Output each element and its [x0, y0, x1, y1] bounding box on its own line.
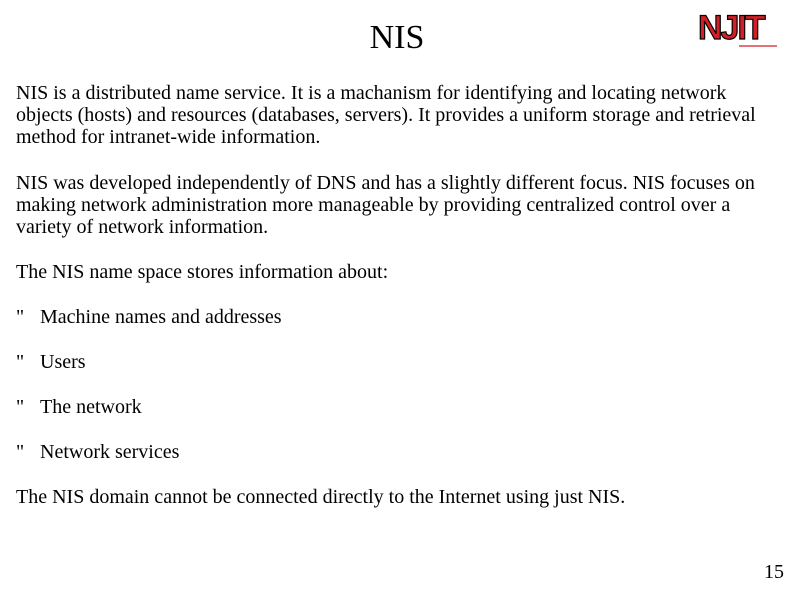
list-item-text: The network: [40, 396, 142, 418]
paragraph-nis-vs-dns: NIS was developed independently of DNS and has a slightly different focus. NIS focuses on making network administration more manageable by providing centralized control over a variety of network information.: [16, 172, 755, 238]
list-item-text: Machine names and addresses: [40, 306, 282, 328]
logo-text: NJIT: [698, 9, 764, 47]
paragraph-name-space-intro: The NIS name space stores information about:: [16, 261, 389, 283]
paragraph-closing: The NIS domain cannot be connected directly to the Internet using just NIS.: [16, 486, 626, 508]
page-number: 15: [764, 561, 784, 583]
list-item: [16, 351, 86, 373]
list-item: [16, 396, 142, 418]
bullet-marker: ": [16, 306, 25, 328]
njit-logo: [695, 8, 779, 50]
bullet-marker: ": [16, 351, 25, 373]
slide-title: NIS: [369, 19, 425, 56]
list-item-text: Network services: [40, 441, 180, 463]
paragraph-nis-definition: NIS is a distributed name service. It is a machanism for identifying and locating network objects (hosts) and resources (databases, servers). It provides a uniform storage and retrieval method for intranet-wide information.: [16, 82, 756, 148]
list-item: [16, 441, 179, 463]
list-item-text: Users: [40, 351, 86, 373]
bullet-marker: ": [16, 441, 25, 463]
list-item: [16, 306, 282, 328]
bullet-marker: ": [16, 396, 25, 418]
